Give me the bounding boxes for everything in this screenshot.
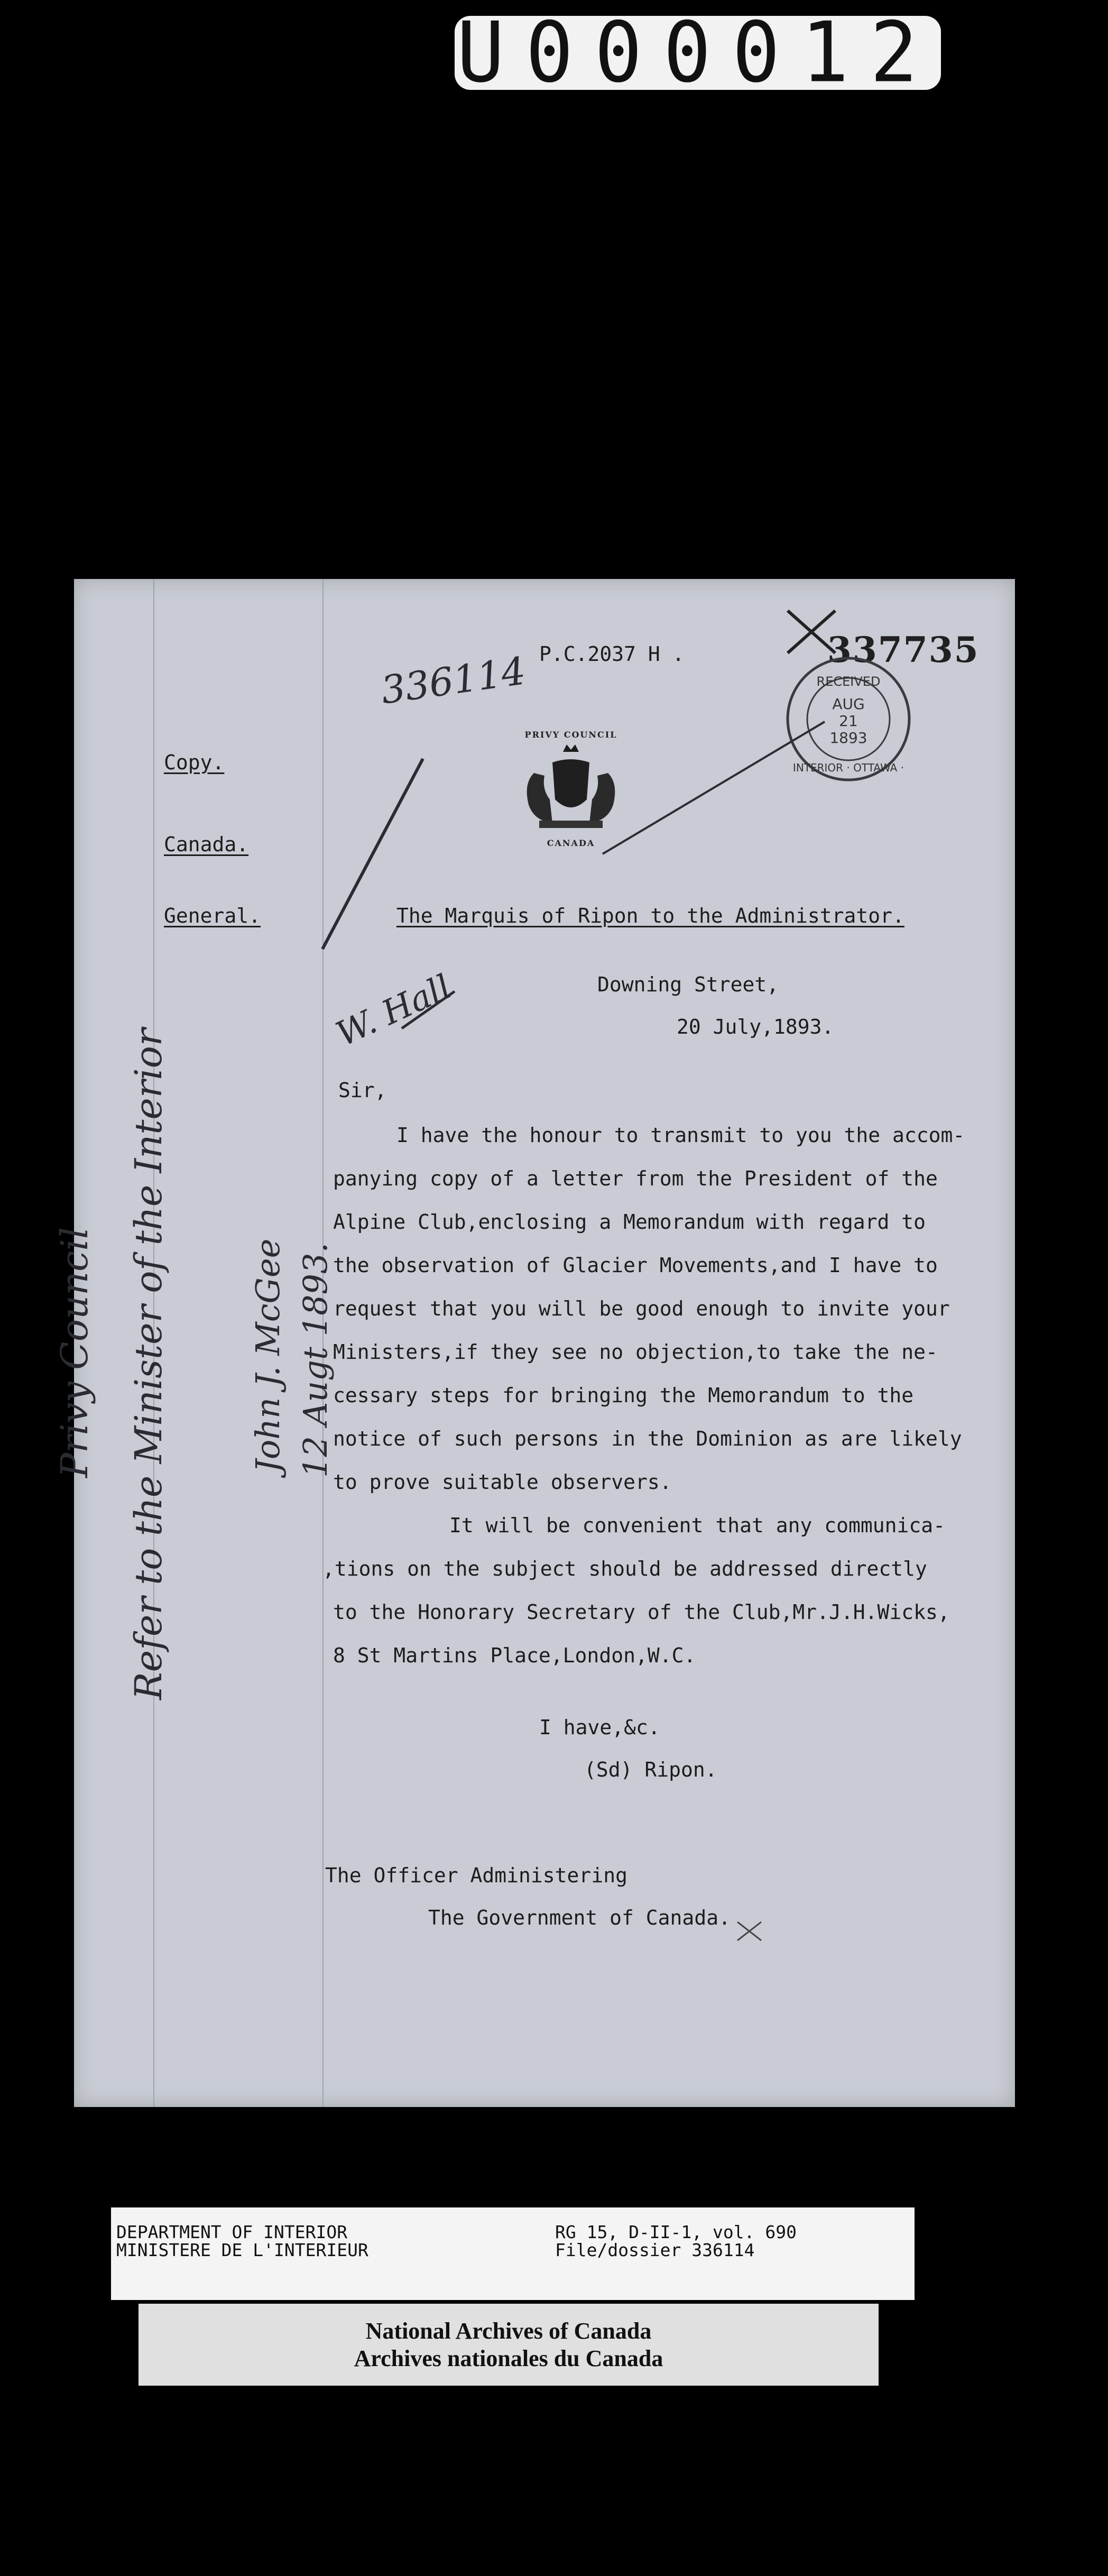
body-line: cessary steps for bringing the Memorandum to the <box>333 1384 914 1407</box>
department-en: DEPARTMENT OF INTERIOR <box>116 2222 348 2242</box>
heading-general: General. <box>164 904 261 927</box>
margin-note-refer: Refer to the Minister of the Interior <box>127 1028 170 1700</box>
body-line: the observation of Glacier Movements,and I have to <box>333 1254 938 1277</box>
document-page <box>53 579 1015 2107</box>
archive-name-fr: Archives nationales du Canada <box>354 2345 663 2371</box>
handwritten-file-number: 336114 <box>378 648 529 713</box>
letter-closing: I have,&c. <box>539 1716 660 1739</box>
frame-number: U000012 <box>456 4 939 102</box>
body-line: Alpine Club,enclosing a Memorandum with regard to <box>333 1210 926 1234</box>
letter-title: The Marquis of Ripon to the Administrator. <box>396 904 904 927</box>
recipient-line-2: The Government of Canada. <box>428 1906 731 1929</box>
body-line: ,tions on the subject should be addressed directly <box>322 1557 927 1580</box>
archive-name-label <box>138 2304 879 2386</box>
received-stamp-month: AUG <box>832 695 865 713</box>
body-line: request that you will be good enough to invite your <box>333 1297 950 1320</box>
received-stamp-year: 1893 <box>829 729 867 747</box>
margin-note-signature: John J. McGee <box>248 1238 287 1473</box>
margin-note-initials: W. Hall <box>330 967 458 1055</box>
body-line: notice of such persons in the Dominion as are likely <box>333 1427 962 1450</box>
letter-address: Downing Street, <box>597 973 779 996</box>
heading-canada: Canada. <box>164 833 249 856</box>
crest-top-text: PRIVY COUNCIL <box>524 730 617 740</box>
recipient-line-1: The Officer Administering <box>325 1864 627 1887</box>
letter-date: 20 July,1893. <box>677 1015 834 1038</box>
department-fr: MINISTERE DE L'INTERIEUR <box>116 2240 368 2260</box>
body-line: to the Honorary Secretary of the Club,Mr.J.H.Wicks, <box>333 1600 950 1624</box>
letter-signature: (Sd) Ripon. <box>584 1758 717 1781</box>
pc-number: P.C.2037 H . <box>539 642 685 666</box>
letter-salutation: Sir, <box>338 1079 387 1102</box>
registry-stamp-number: 337735 <box>827 629 980 670</box>
body-line: 8 St Martins Place,London,W.C. <box>333 1644 696 1667</box>
heading-copy: Copy. <box>164 751 225 774</box>
frame-number-label <box>455 4 941 102</box>
body-line: panying copy of a letter from the President of the <box>333 1167 938 1190</box>
margin-note-privy-council: Privy Council <box>53 1227 96 1478</box>
received-stamp-label: RECEIVED <box>816 674 881 689</box>
record-group-reference: RG 15, D-II-1, vol. 690 <box>555 2222 797 2242</box>
received-stamp-day: 21 <box>839 712 858 730</box>
file-dossier-reference: File/dossier 336114 <box>555 2240 755 2260</box>
body-line: It will be convenient that any communica- <box>449 1514 945 1537</box>
archive-reference-label <box>111 2207 915 2300</box>
margin-note-date: 12 Augt 1893. <box>296 1242 335 1478</box>
received-stamp-ring-text: INTERIOR · OTTAWA · <box>792 761 904 774</box>
crest-bottom-text: CANADA <box>547 838 595 848</box>
body-line: to prove suitable observers. <box>333 1470 672 1494</box>
body-line: I have the honour to transmit to you the accom- <box>396 1124 965 1147</box>
body-line: Ministers,if they see no objection,to take the ne- <box>333 1340 938 1364</box>
archive-name-en: National Archives of Canada <box>365 2317 652 2344</box>
